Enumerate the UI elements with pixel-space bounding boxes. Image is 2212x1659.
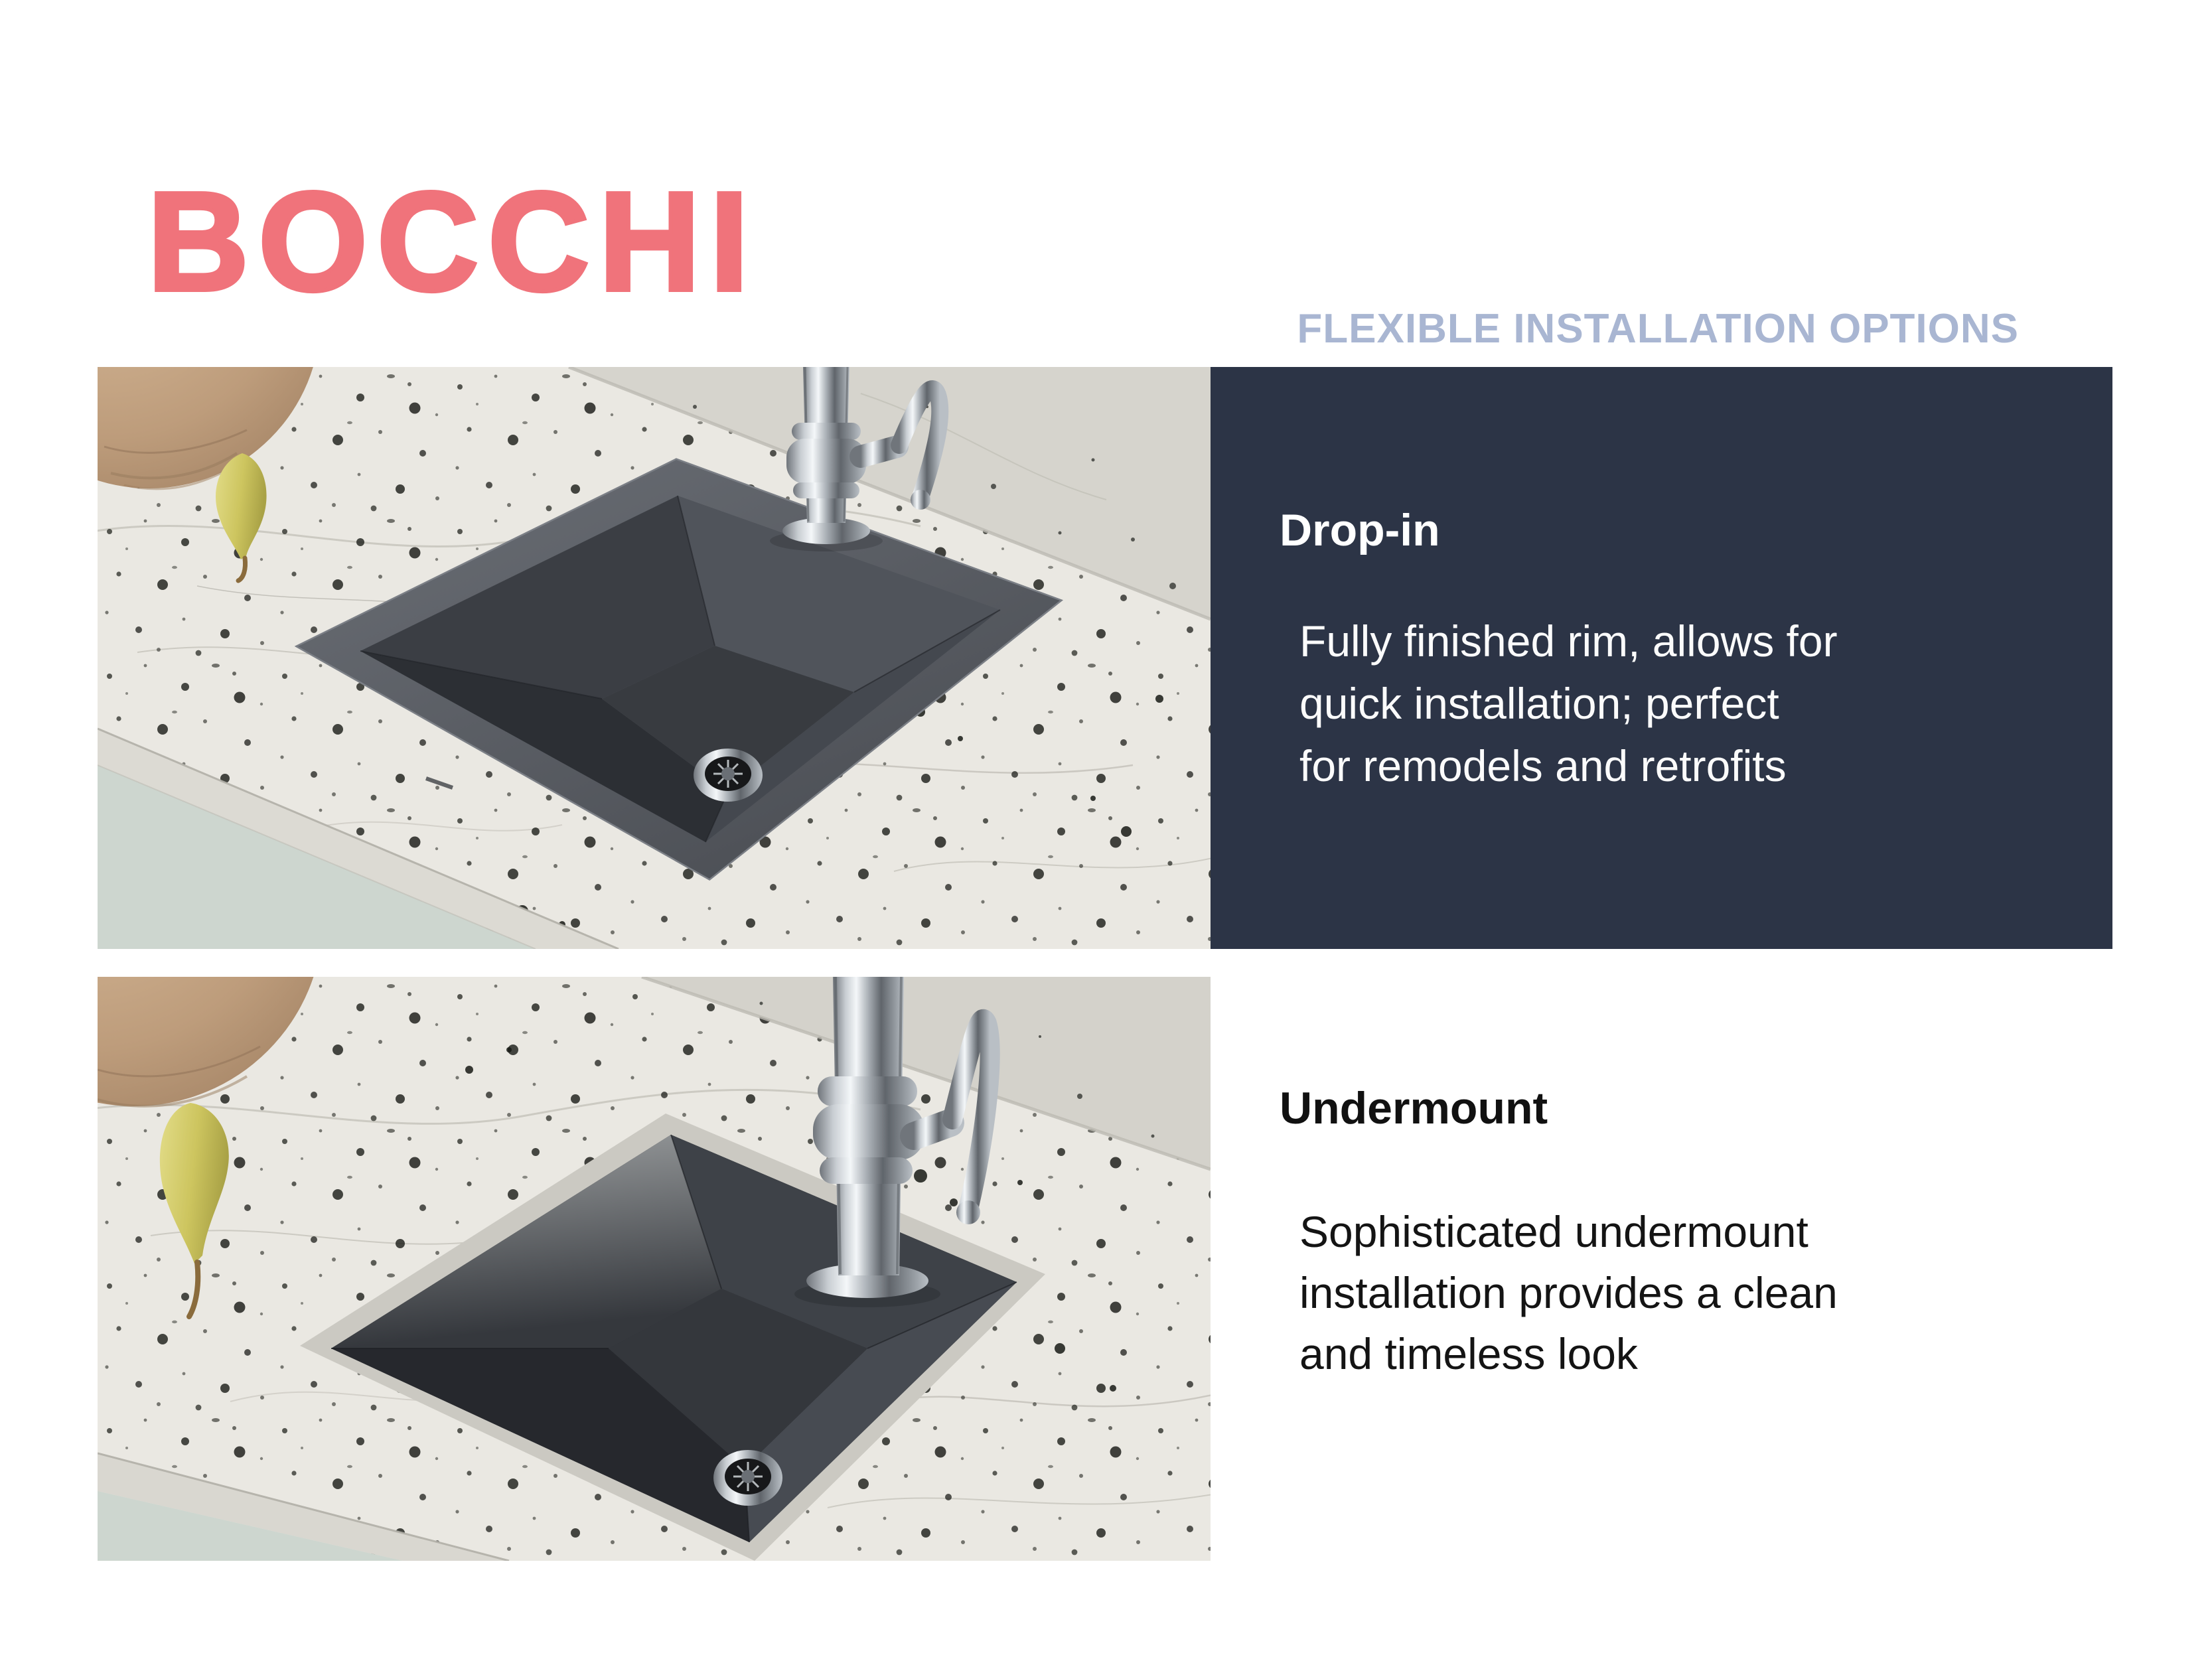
drop-in-sink-illustration bbox=[98, 367, 1211, 949]
page-title: FLEXIBLE INSTALLATION OPTIONS bbox=[1297, 306, 2019, 352]
undermount-sink-photo bbox=[98, 977, 1211, 1561]
drop-in-description-line: Fully finished rim, allows for bbox=[1299, 616, 1838, 666]
drop-in-description-line: for remodels and retrofits bbox=[1299, 741, 1787, 790]
undermount-sink-illustration bbox=[98, 977, 1211, 1561]
drop-in-description-line: quick installation; perfect bbox=[1299, 679, 1779, 728]
drop-in-heading: Drop-in bbox=[1280, 505, 1440, 555]
drop-in-description bbox=[1299, 610, 1838, 797]
undermount-description-line: installation provides a clean bbox=[1299, 1268, 1838, 1317]
undermount-description-line: Sophisticated undermount bbox=[1299, 1207, 1808, 1256]
drop-in-sink-photo bbox=[98, 367, 1211, 949]
undermount-heading: Undermount bbox=[1280, 1083, 1548, 1133]
drain bbox=[713, 1450, 782, 1506]
undermount-info-panel bbox=[1211, 977, 2112, 1561]
undermount-description bbox=[1299, 1201, 1838, 1384]
brand-logo: BOCCHI bbox=[147, 163, 759, 320]
drop-in-info-panel bbox=[1211, 367, 2112, 949]
drain bbox=[694, 749, 763, 802]
undermount-description-line: and timeless look bbox=[1299, 1329, 1638, 1378]
